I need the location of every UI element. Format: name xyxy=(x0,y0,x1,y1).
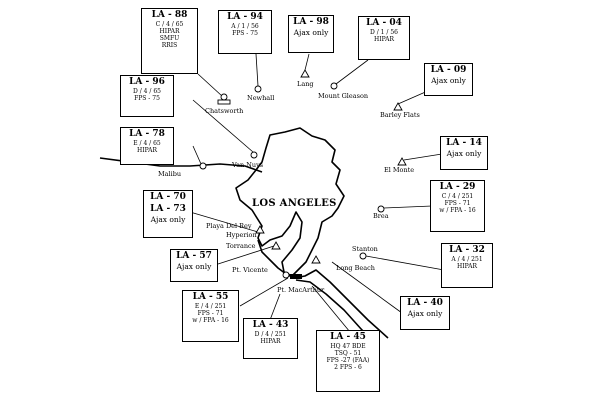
site-line: HQ 47 BDE xyxy=(330,343,366,350)
site-id: LA - 70 xyxy=(150,192,186,202)
marker-chatsworth xyxy=(218,100,230,104)
site-box-la-43 xyxy=(243,318,298,359)
marker-lang xyxy=(301,70,309,77)
site-line: HIPAR xyxy=(159,28,180,35)
site-id: LA - 32 xyxy=(449,245,485,255)
site-id: LA - 57 xyxy=(176,251,212,261)
marker-chatsworth-circle xyxy=(221,94,227,100)
place-pt-macarthur: Pt. MacArthur xyxy=(277,286,325,294)
marker-malibu xyxy=(200,163,206,169)
place-mount-gleason: Mount Gleason xyxy=(318,92,369,100)
site-id: LA - 29 xyxy=(439,182,476,192)
site-line: Ajax only xyxy=(446,149,482,158)
marker-pt-macarthur xyxy=(290,274,302,279)
site-id: LA - 14 xyxy=(446,138,482,148)
site-box-la-96 xyxy=(120,75,174,117)
place-newhall: Newhall xyxy=(247,94,275,102)
marker-mount-gleason xyxy=(331,83,337,89)
site-line: E / 4 / 251 xyxy=(194,303,227,310)
marker-playa-del-rey xyxy=(256,226,264,233)
site-box-la-88 xyxy=(141,8,198,74)
place-torrance: Torrance xyxy=(226,242,256,250)
site-line: FPS -27 (FAA) xyxy=(326,357,370,364)
site-id: LA - 96 xyxy=(129,77,165,87)
marker-torrance xyxy=(272,242,280,249)
marker-long-beach xyxy=(312,256,320,263)
site-line: C / 4 / 251 xyxy=(441,193,474,200)
site-line: Ajax only xyxy=(431,76,466,85)
site-line: HIPAR xyxy=(260,338,281,345)
site-line: HIPAR xyxy=(137,147,157,154)
place-van-nuys: Van Nuys xyxy=(232,161,264,169)
site-line: Ajax only xyxy=(176,262,212,271)
site-line: SMFU xyxy=(159,35,180,42)
site-line: FPS - 75 xyxy=(232,30,258,37)
site-line: w / FPA - 16 xyxy=(192,317,229,324)
site-line: 2 FPS - 6 xyxy=(334,364,362,371)
site-line: HIPAR xyxy=(374,36,394,43)
site-line: Ajax only xyxy=(293,28,329,37)
site-line: FPS - 71 xyxy=(197,310,224,317)
site-id: LA - 78 xyxy=(129,129,165,139)
marker-el-monte xyxy=(398,158,406,165)
site-id: LA - 45 xyxy=(330,332,366,342)
site-box-la-98 xyxy=(288,15,334,53)
site-box-la-70-73 xyxy=(143,190,193,238)
marker-pt-vicente xyxy=(283,272,289,278)
site-line: Ajax only xyxy=(150,215,186,224)
site-line: C / 4 / 65 xyxy=(155,21,184,28)
place-pt-vicente: Pt. Vicente xyxy=(232,266,268,274)
place-playa-del-rey: Playa Del Rey xyxy=(206,222,252,230)
site-id: LA - 43 xyxy=(252,320,289,330)
site-box-la-29 xyxy=(430,180,485,232)
site-line: RRIS xyxy=(161,42,178,49)
site-box-la-04 xyxy=(358,16,410,60)
place-malibu: Malibu xyxy=(158,170,182,178)
site-line: D / 4 / 65 xyxy=(133,88,161,95)
site-line: D / 4 / 251 xyxy=(254,331,287,338)
site-line: FPS - 71 xyxy=(444,200,471,207)
site-line: TSQ - 51 xyxy=(334,350,362,357)
site-line: D / 1 / 56 xyxy=(370,29,398,36)
site-box-la-45 xyxy=(316,330,380,392)
place-lang: Lang xyxy=(297,80,314,88)
place-brea: Brea xyxy=(373,212,389,220)
site-line: E / 4 / 65 xyxy=(133,140,161,147)
site-line: FPS - 75 xyxy=(134,95,160,102)
site-id-2: LA - 73 xyxy=(150,204,186,214)
site-box-la-14 xyxy=(440,136,488,170)
site-line: HIPAR xyxy=(457,263,477,270)
site-line: A / 1 / 56 xyxy=(231,23,259,30)
site-id: LA - 40 xyxy=(407,298,443,308)
place-long-beach: Long Beach xyxy=(336,264,375,272)
site-box-la-40 xyxy=(400,296,450,330)
marker-newhall xyxy=(255,86,261,92)
site-box-la-09 xyxy=(424,63,473,96)
site-id: LA - 09 xyxy=(430,65,467,75)
place-chatsworth: Chatsworth xyxy=(205,107,244,115)
site-box-la-32 xyxy=(441,243,493,288)
site-box-la-55 xyxy=(182,290,239,342)
site-id: LA - 94 xyxy=(227,12,263,22)
place-hyperion: Hyperion xyxy=(226,231,257,239)
site-line: A / 4 / 251 xyxy=(451,256,483,263)
place-el-monte: El Monte xyxy=(384,166,415,174)
marker-van-nuys xyxy=(251,152,257,158)
city-label: LOS ANGELES xyxy=(252,198,337,209)
site-line: Ajax only xyxy=(407,309,443,318)
site-id: LA - 98 xyxy=(293,17,329,27)
place-barley-flats: Barley Flats xyxy=(380,111,420,119)
site-box-la-94 xyxy=(218,10,272,54)
place-stanton: Stanton xyxy=(352,245,378,253)
marker-barley-flats xyxy=(394,103,402,110)
site-id: LA - 88 xyxy=(151,10,188,20)
marker-stanton xyxy=(360,253,366,259)
site-line: w / FPA - 16 xyxy=(439,207,476,214)
site-box-la-78 xyxy=(120,127,174,165)
site-box-la-57 xyxy=(170,249,218,282)
site-id: LA - 04 xyxy=(366,18,402,28)
site-id: LA - 55 xyxy=(192,292,229,302)
